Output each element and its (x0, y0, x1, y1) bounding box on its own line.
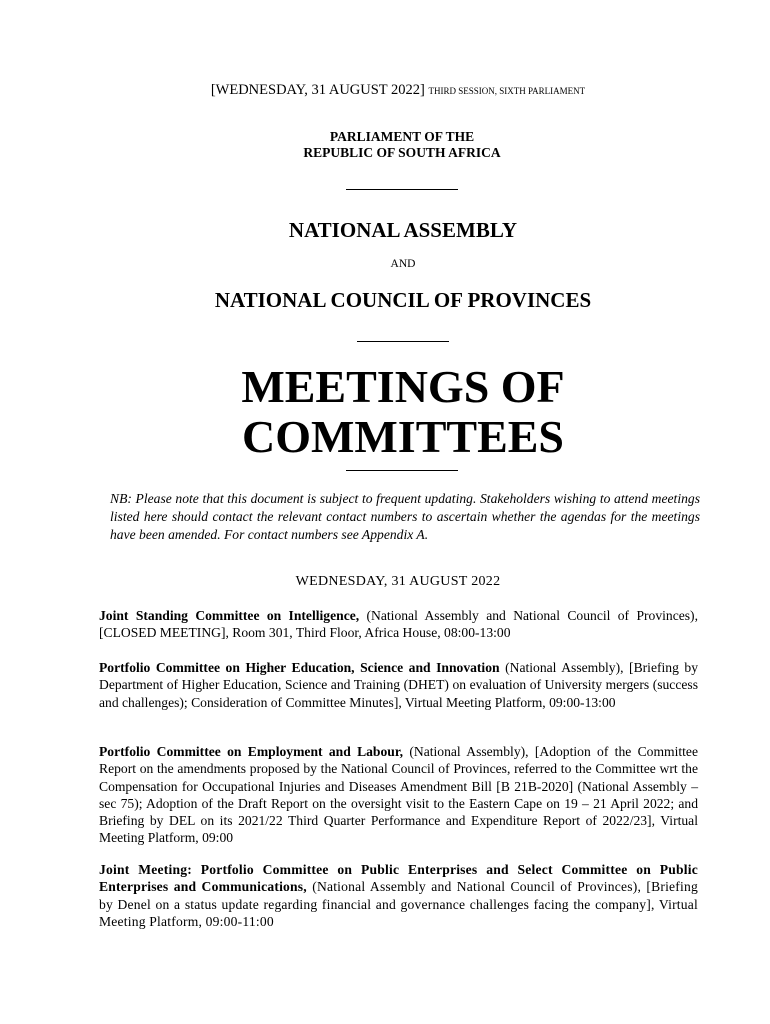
meeting-details: (National Assembly and National Council of Provinces), [CLOSED MEETING], Room 301, Third Floor, Africa House, 08:00-13:00 (99, 608, 698, 641)
divider-line (346, 189, 458, 190)
meeting-details: (National Assembly and National Council of Provinces), [Briefing by Denel on a status update regarding financial and governance challenges facing the company], Virtual Meeting Platform, 09:00-11:00 (99, 879, 698, 929)
session-label: THIRD SESSION, SIXTH PARLIAMENT (428, 86, 586, 96)
parliament-line-2: REPUBLIC OF SOUTH AFRICA (303, 145, 501, 160)
parliament-line-1: PARLIAMENT OF THE (329, 129, 475, 144)
title-line-1: MEETINGS OF (241, 361, 565, 412)
header-date: [WEDNESDAY, 31 AUGUST 2022] (210, 82, 425, 98)
day-heading: WEDNESDAY, 31 AUGUST 2022 (295, 574, 501, 589)
national-assembly-heading: NATIONAL ASSEMBLY (288, 218, 518, 242)
meeting-entry (99, 607, 698, 642)
meeting-details: (National Assembly), [Briefing by Department of Higher Education, Science and Training (DHET) on evaluation of University mergers (success and challenges); Consideration of Committee Minutes], Virtual Meeting Platform, 09:00-13:00 (99, 660, 699, 710)
document-title (0, 362, 770, 462)
parliament-heading (0, 129, 770, 161)
committee-name: Portfolio Committee on Higher Education, Science and Innovation (99, 660, 500, 675)
meeting-entry (99, 659, 698, 711)
meeting-entry (99, 861, 698, 930)
meeting-details: (National Assembly), [Adoption of the Committee Report on the amendments proposed by the National Council of Provinces, referred to the Committee wrt the Compensation for Occupational Injuries and Diseases Amendment Bill [B 21B-2020] (National Assembly – sec 75); Adoption of the Draft Report on the oversight visit to the Eastern Cape on 19 – 21 April 2022; and Briefing by DEL on its 2021/22 Third Quarter Performance and Expenditure Report of 2022/23], Virtual Meeting Platform, 09:00 (99, 744, 698, 846)
title-line-2: COMMITTEES (241, 411, 565, 462)
committee-name: Portfolio Committee on Employment and Labour, (99, 744, 404, 759)
committee-name: Joint Meeting: Portfolio Committee on Public Enterprises and Select Committee on Public Enterprises and Communications, (99, 862, 698, 895)
ncop-heading: NATIONAL COUNCIL OF PROVINCES (214, 288, 592, 312)
session-line (0, 82, 770, 99)
divider-line (346, 470, 458, 471)
and-label: AND (390, 258, 416, 270)
meeting-entry (99, 743, 698, 847)
committee-name: Joint Standing Committee on Intelligence, (99, 608, 360, 623)
update-notice: NB: Please note that this document is subject to frequent updating. Stakeholders wishing to attend meetings listed here should contact the relevant contact numbers to ascertain whether the agendas for the meetings have been amended. For contact numbers see Appendix A. (110, 491, 700, 542)
divider-line (357, 341, 449, 342)
